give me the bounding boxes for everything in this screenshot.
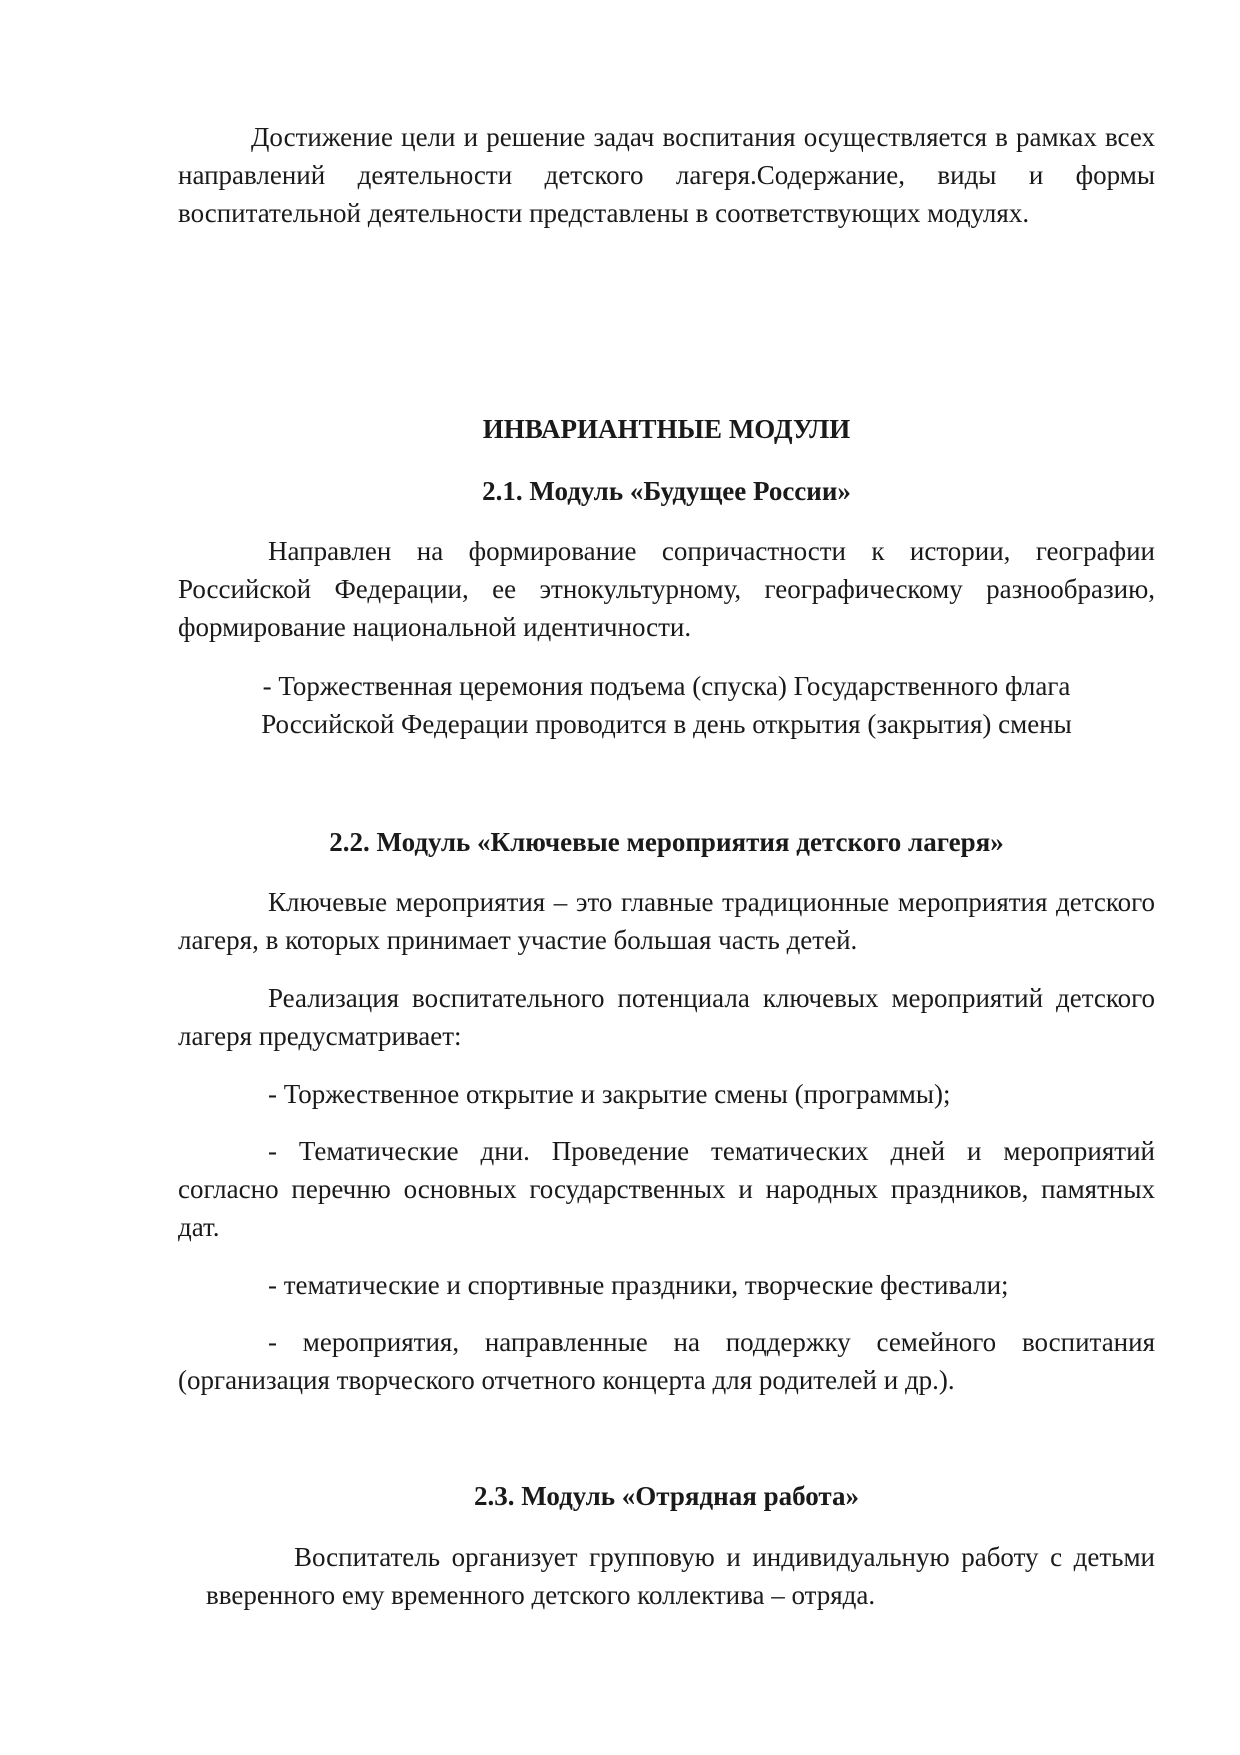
module-3-paragraph: Воспитатель организует групповую и индивидуальную работу с детьми вверенного ему временного детского коллектива – отряда. xyxy=(206,1542,1155,1610)
intro-paragraph: Достижение цели и решение задач воспитания осуществляется в рамках всех направлений деятельности детского лагеря.Содержание, виды и формы воспитательной деятельности представлены в соответствующих модулях. xyxy=(178,122,1155,228)
module-2-paragraph-2: Реализация воспитательного потенциала ключевых мероприятий детского лагеря предусматривает: xyxy=(178,983,1155,1051)
module-2-list-item: - тематические и спортивные праздники, творческие фестивали; xyxy=(268,1270,1009,1300)
module-2-title: 2.2. Модуль «Ключевые мероприятия детского лагеря» xyxy=(329,827,1004,857)
module-1-list-item xyxy=(198,667,1135,743)
module-1-paragraph: Направлен на формирование сопричастности к истории, географии Российской Федерации, ее этнокультурному, географическому разнообразию, формирование национальной идентичности. xyxy=(178,536,1155,642)
module-3-title: 2.3. Модуль «Отрядная работа» xyxy=(474,1481,859,1511)
module-1-item-line-2: Российской Федерации проводится в день открытия (закрытия) смены xyxy=(261,709,1072,739)
module-2-paragraph-1: Ключевые мероприятия – это главные традиционные мероприятия детского лагеря, в которых принимает участие большая часть детей. xyxy=(178,887,1155,955)
module-1-title: 2.1. Модуль «Будущее России» xyxy=(482,476,851,506)
module-2-list-item: - Торжественное открытие и закрытие смены (программы); xyxy=(268,1079,951,1109)
section-title: ИНВАРИАНТНЫЕ МОДУЛИ xyxy=(482,414,851,444)
module-2-list-item: - мероприятия, направленные на поддержку семейного воспитания (организация творческого отчетного концерта для родителей и др.). xyxy=(178,1327,1155,1395)
module-2-list-item: - Тематические дни. Проведение тематических дней и мероприятий согласно перечню основных государственных и народных праздников, памятных дат. xyxy=(178,1136,1155,1242)
module-1-item-line-1: - Торжественная церемония подъема (спуска) Государственного флага xyxy=(262,671,1071,701)
